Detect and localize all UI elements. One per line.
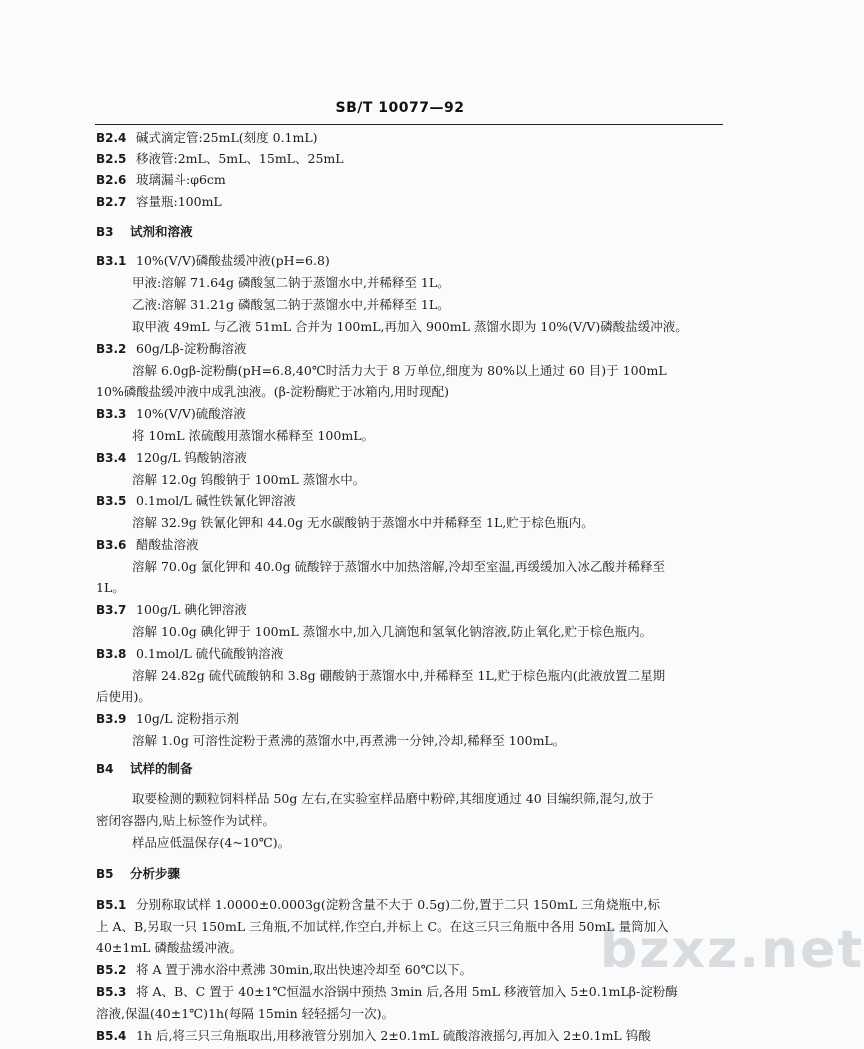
clause-number: B3.2: [96, 342, 127, 356]
clause-text: 120g/L 钨酸钠溶液: [136, 450, 247, 465]
clause-number: B2.5: [96, 152, 127, 166]
text-line: [132, 275, 450, 291]
section-heading: [96, 866, 180, 882]
clause-number: B4: [96, 762, 114, 776]
clause-text: 1L。: [96, 580, 125, 595]
clause-text: 容量瓶:100mL: [136, 194, 222, 209]
clause-text: 上 A、B,另取一只 150mL 三角瓶,不加试样,作空白,并标上 C。在这三只三角瓶中各用 50mL 量筒加入: [96, 919, 669, 934]
clause-text: 溶解 70.0g 氯化钾和 40.0g 硫酸锌于蒸馏水中加热溶解,冷却至室温,再缓缓加入冰乙酸并稀释至: [132, 559, 666, 574]
clause-number: B3.1: [96, 254, 127, 268]
clause-text: 100g/L 碘化钾溶液: [136, 602, 247, 617]
clause-line: [96, 253, 330, 269]
clause-line: [96, 493, 296, 509]
clause-text: 0.1mol/L 碱性铁氰化钾溶液: [136, 493, 296, 508]
clause-line: [96, 646, 283, 662]
clause-text: 溶解 32.9g 铁氰化钾和 44.0g 无水碳酸钠于蒸馏水中并稀释至 1L,贮于棕色瓶内。: [132, 515, 594, 530]
text-line: [132, 835, 290, 851]
clause-text: 分别称取试样 1.0000±0.0003g(淀粉含量不大于 0.5g)二份,置于二只 150mL 三角烧瓶中,标: [136, 897, 660, 912]
clause-line: [96, 537, 199, 553]
clause-text: 10%(V/V)硫酸溶液: [136, 406, 246, 421]
clause-line: [96, 962, 472, 978]
clause-line: [96, 151, 344, 167]
text-line: [132, 472, 365, 488]
clause-text: 溶解 1.0g 可溶性淀粉于煮沸的蒸馏水中,再煮沸一分钟,冷却,稀释至 100mL。: [132, 733, 566, 748]
text-line: [132, 428, 374, 444]
section-heading: [96, 224, 193, 240]
clause-text: 甲液:溶解 71.64g 磷酸氢二钠于蒸馏水中,并稀释至 1L。: [132, 275, 450, 290]
clause-number: B3: [96, 225, 114, 239]
standard-code-header: SB/T 10077—92: [335, 100, 465, 116]
clause-line: [96, 172, 226, 188]
clause-text: 溶解 10.0g 碘化钾于 100mL 蒸馏水中,加入几滴饱和氢氧化钠溶液,防止氧化,贮于棕色瓶内。: [132, 624, 653, 639]
section-title: 试剂和溶液: [130, 224, 193, 239]
clause-text: 乙液:溶解 31.21g 磷酸氢二钠于蒸馏水中,并稀释至 1L。: [132, 297, 450, 312]
clause-text: 将 A 置于沸水浴中煮沸 30min,取出快速冷却至 60℃以下。: [136, 962, 473, 977]
clause-line: [96, 1028, 651, 1044]
clause-text: 10g/L 淀粉指示剂: [136, 711, 239, 726]
clause-line: [96, 341, 246, 357]
clause-number: B2.6: [96, 173, 127, 187]
text-line: [132, 624, 652, 640]
clause-number: B5: [96, 867, 114, 881]
clause-text: 10%(V/V)磷酸盐缓冲液(pH=6.8): [136, 253, 330, 268]
text-line: [96, 1006, 394, 1022]
clause-number: B2.7: [96, 195, 127, 209]
clause-line: [96, 130, 318, 146]
clause-number: B2.4: [96, 131, 127, 145]
clause-text: 样品应低温保存(4~10℃)。: [132, 835, 291, 850]
clause-text: 溶解 6.0gβ-淀粉酶(pH=6.8,40℃时活力大于 8 万单位,细度为 80%以上通过 60 目)于 100mL: [132, 363, 667, 378]
clause-line: [96, 711, 239, 727]
clause-line: [96, 984, 678, 1000]
text-line: [132, 363, 667, 379]
clause-text: 后使用)。: [96, 689, 151, 704]
text-line: [132, 791, 654, 807]
clause-number: B3.9: [96, 712, 127, 726]
clause-text: 将 10mL 浓硫酸用蒸馏水稀释至 100mL。: [132, 428, 374, 443]
clause-number: B3.7: [96, 603, 127, 617]
text-line: [96, 919, 669, 935]
clause-number: B5.1: [96, 898, 127, 912]
clause-text: 取甲液 49mL 与乙液 51mL 合并为 100mL,再加入 900mL 蒸馏水即为 10%(V/V)磷酸盐缓冲液。: [132, 319, 688, 334]
clause-text: 密闭容器内,贴上标签作为试样。: [96, 813, 275, 828]
text-line: [96, 940, 242, 956]
text-line: [96, 689, 151, 705]
watermark: bzxz.net: [600, 920, 864, 980]
clause-number: B3.6: [96, 538, 127, 552]
clause-number: B5.3: [96, 985, 127, 999]
clause-number: B3.3: [96, 407, 127, 421]
clause-text: 溶解 12.0g 钨酸钠于 100mL 蒸馏水中。: [132, 472, 366, 487]
text-line: [96, 384, 449, 400]
clause-line: [96, 194, 222, 210]
text-line: [132, 297, 450, 313]
text-line: [132, 559, 665, 575]
clause-text: 将 A、B、C 置于 40±1℃恒温水浴锅中预热 3min 后,各用 5mL 移液管加入 5±0.1mLβ-淀粉酶: [136, 984, 678, 999]
clause-number: B3.5: [96, 494, 127, 508]
section-heading: [96, 761, 193, 777]
clause-text: 1h 后,将三只三角瓶取出,用移液管分别加入 2±0.1mL 硫酸溶液摇匀,再加入 2±0.1mL 钨酸: [136, 1028, 651, 1043]
text-line: [96, 580, 125, 596]
clause-text: 0.1mol/L 硫代硫酸钠溶液: [136, 646, 284, 661]
text-line: [132, 733, 565, 749]
text-line: [96, 813, 275, 829]
clause-line: [96, 406, 246, 422]
clause-text: 醋酸盐溶液: [136, 537, 199, 552]
clause-text: 溶解 24.82g 硫代硫酸钠和 3.8g 硼酸钠于蒸馏水中,并稀释至 1L,贮于棕色瓶内(此液放置二星期: [132, 668, 666, 683]
section-title: 分析步骤: [130, 866, 181, 881]
clause-line: [96, 450, 247, 466]
clause-number: B5.2: [96, 963, 127, 977]
text-line: [132, 515, 594, 531]
clause-text: 60g/Lβ-淀粉酶溶液: [136, 341, 247, 356]
clause-number: B3.8: [96, 647, 127, 661]
clause-text: 40±1mL 磷酸盐缓冲液。: [96, 940, 242, 955]
section-title: 试样的制备: [130, 761, 193, 776]
header-rule: [95, 124, 723, 125]
clause-line: [96, 602, 247, 618]
clause-number: B3.4: [96, 451, 127, 465]
clause-text: 取要检测的颗粒饲料样品 50g 左右,在实验室样品磨中粉碎,其细度通过 40 目编织筛,混匀,放于: [132, 791, 654, 806]
clause-number: B5.4: [96, 1029, 127, 1043]
clause-text: 10%磷酸盐缓冲液中成乳浊液。(β-淀粉酶贮于冰箱内,用时现配): [96, 384, 449, 399]
clause-text: 移液管:2mL、5mL、15mL、25mL: [136, 151, 344, 166]
clause-line: [96, 897, 660, 913]
text-line: [132, 668, 665, 684]
text-line: [132, 319, 688, 335]
clause-text: 碱式滴定管:25mL(刻度 0.1mL): [136, 130, 318, 145]
clause-text: 玻璃漏斗:φ6cm: [136, 172, 226, 187]
clause-text: 溶液,保温(40±1℃)1h(每隔 15min 轻轻摇匀一次)。: [96, 1006, 395, 1021]
